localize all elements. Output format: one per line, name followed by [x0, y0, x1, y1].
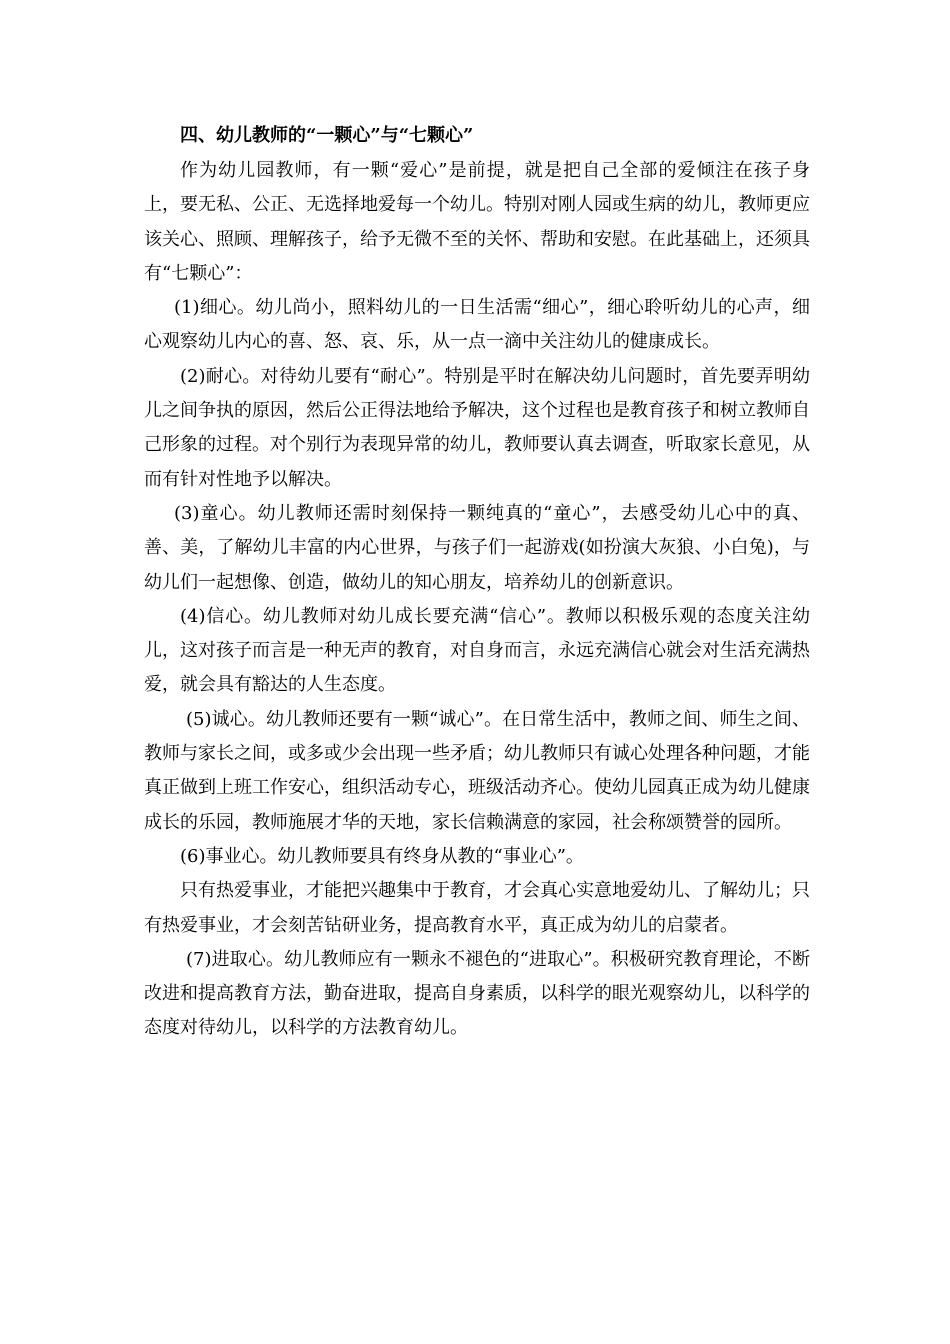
paragraph-intro: 作为幼儿园教师，有一颗“爱心”是前提，就是把自己全部的爱倾注在孩子身上，要无私、公正、无选择地爱每一个幼儿。特别对刚人园或生病的幼儿，教师更应该关心、照顾、理解孩子，给予无微不至的关怀、帮助和安慰。在此基础上，还须具有“七颗心”：	[144, 160, 810, 284]
paragraph-dedication-detail: 只有热爱事业，才能把兴趣集中于教育，才会真心实意地爱幼儿、了解幼儿；只有热爱事业，才会刻苦钻研业务，提高教育水平，真正成为幼儿的启蒙者。	[144, 880, 810, 936]
paragraph-carefulness: (1)细心。幼儿尚小，照料幼儿的一日生活需“细心”，细心聆听幼儿的心声，细心观察幼儿内心的喜、怒、哀、乐，从一点一滴中关注幼儿的健康成长。	[144, 297, 810, 353]
paragraph-sincerity: (5)诚心。幼儿教师还要有一颗“诚心”。在日常生活中，教师之间、师生之间、教师与家长之间，或多或少会出现一些矛盾；幼儿教师只有诚心处理各种问题，才能真正做到上班工作安心，组织活动专心，班级活动齐心。使幼儿园真正成为幼儿健康成长的乐园，教师施展才华的天地，家长信赖满意的家园，社会称颂赞誉的园所。	[144, 708, 810, 833]
paragraph-patience: (2)耐心。对待幼儿要有“耐心”。特别是平时在解决幼儿问题时，首先要弄明幼儿之间争执的原因，然后公正得法地给予解决，这个过程也是教育孩子和树立教师自己形象的过程。对个别行为表现异常的幼儿，教师要认真去调查，听取家长意见，从而有针对性地予以解决。	[144, 365, 810, 490]
paragraph-confidence: (4)信心。幼儿教师对幼儿成长要充满“信心”。教师以积极乐观的态度关注幼儿，这对孩子而言是一种无声的教育，对自身而言，永远充满信心就会对生活充满热爱，就会具有豁达的人生态度。	[144, 605, 810, 696]
paragraph-enterprising: (7)进取心。幼儿教师应有一颗永不褪色的“进取心”。积极研究教育理论，不断改进和提高教育方法，勤奋进取，提高自身素质，以科学的眼光观察幼儿，以科学的态度对待幼儿，以科学的方法教育幼儿。	[144, 948, 810, 1039]
paragraph-dedication: (6)事业心。幼儿教师要具有终身从教的“事业心”。	[180, 845, 584, 867]
section-heading: 四、幼儿教师的“一颗心”与“七颗心”	[180, 125, 474, 146]
paragraph-childlike-heart: (3)童心。幼儿教师还需时刻保持一颗纯真的“童心”，去感受幼儿心中的真、善、美，了解幼儿丰富的内心世界，与孩子们一起游戏(如扮演大灰狼、小白兔)，与幼儿们一起想像、创造，做幼儿的知心朋友，培养幼儿的创新意识。	[144, 502, 810, 593]
document-body	[144, 118, 810, 1046]
